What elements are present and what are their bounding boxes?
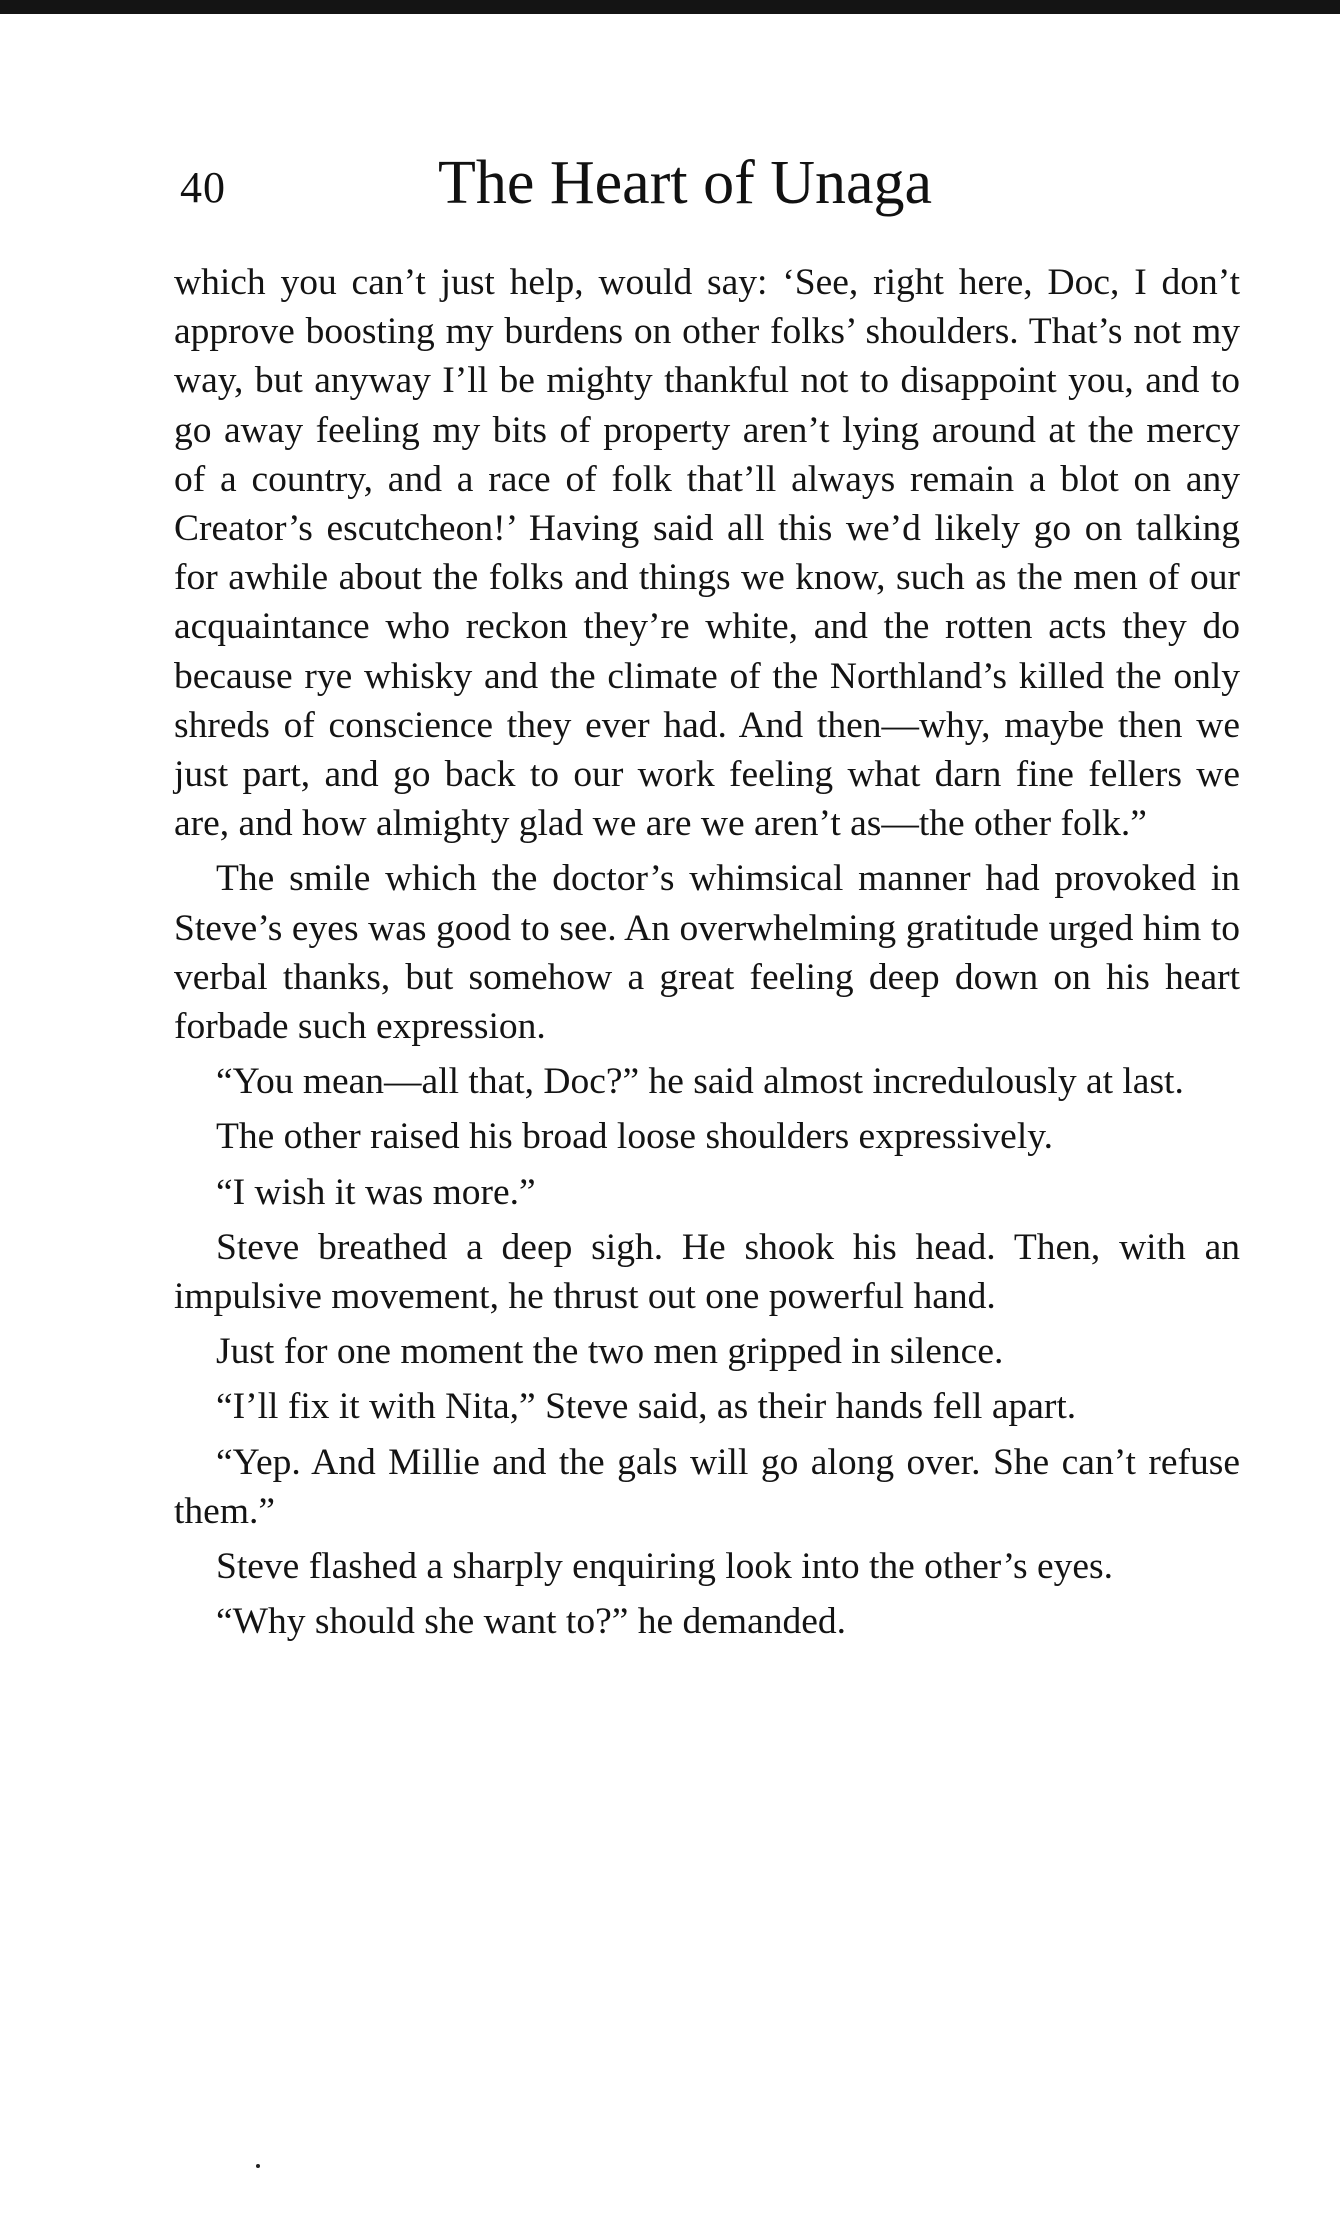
paragraph-6: Steve breathed a deep sigh. He shook his head. Then, with an impulsive movement, he thrust out one powerful hand. (174, 1226, 1240, 1318)
paragraph-8: “I’ll fix it with Nita,” Steve said, as their hands fell apart. (216, 1386, 1077, 1428)
paragraph-2: The smile which the doctor’s whimsical manner had provoked in Steve’s eyes was good to see. An overwhelming gratitude urged him to verbal thanks, but somehow a great feeling deep down on his heart forbade such expression. (174, 858, 1240, 1048)
paragraph-1: which you can’t just help, would say: ‘See, right here, Doc, I don’t approve boosting my burdens on other folks’ shoulders. That’s not my way, but anyway I’ll be mighty thankful not to disappoint you, and to go away feeling my bits of property aren’t lying around at the mercy of a country, and a race of folk that’ll always remain a blot on any Creator’s escutcheon!’ Having said all this we’d likely go on talking for awhile about the folks and things we know, such as the men of our acquaintance who reckon they’re white, and the rotten acts they do because rye whisky and the climate of the Northland’s killed the only shreds of conscience they ever had. And then—why, maybe then we just part, and go back to our work feeling what darn fine fellers we are, and how almighty glad we are we aren’t as—the other folk.” (174, 262, 1240, 845)
paragraph-4: The other raised his broad loose shoulders expressively. (216, 1116, 1053, 1158)
paragraph-7: Just for one moment the two men gripped in silence. (216, 1331, 1004, 1373)
paragraph-5: “I wish it was more.” (216, 1171, 536, 1213)
body-text (174, 258, 1240, 1652)
paragraph-10: Steve flashed a sharply enquiring look into the other’s eyes. (216, 1546, 1114, 1588)
running-title: The Heart of Unaga (438, 149, 933, 217)
top-edge-rule (0, 0, 1340, 14)
paragraph-9: “Yep. And Millie and the gals will go along over. She can’t refuse them.” (174, 1441, 1240, 1532)
page-header (180, 148, 1240, 238)
ink-speck (256, 2164, 260, 2168)
paragraph-11: “Why should she want to?” he demanded. (216, 1601, 847, 1643)
paragraph-3: “You mean—all that, Doc?” he said almost incredulously at last. (216, 1061, 1184, 1103)
page-number: 40 (180, 163, 226, 212)
